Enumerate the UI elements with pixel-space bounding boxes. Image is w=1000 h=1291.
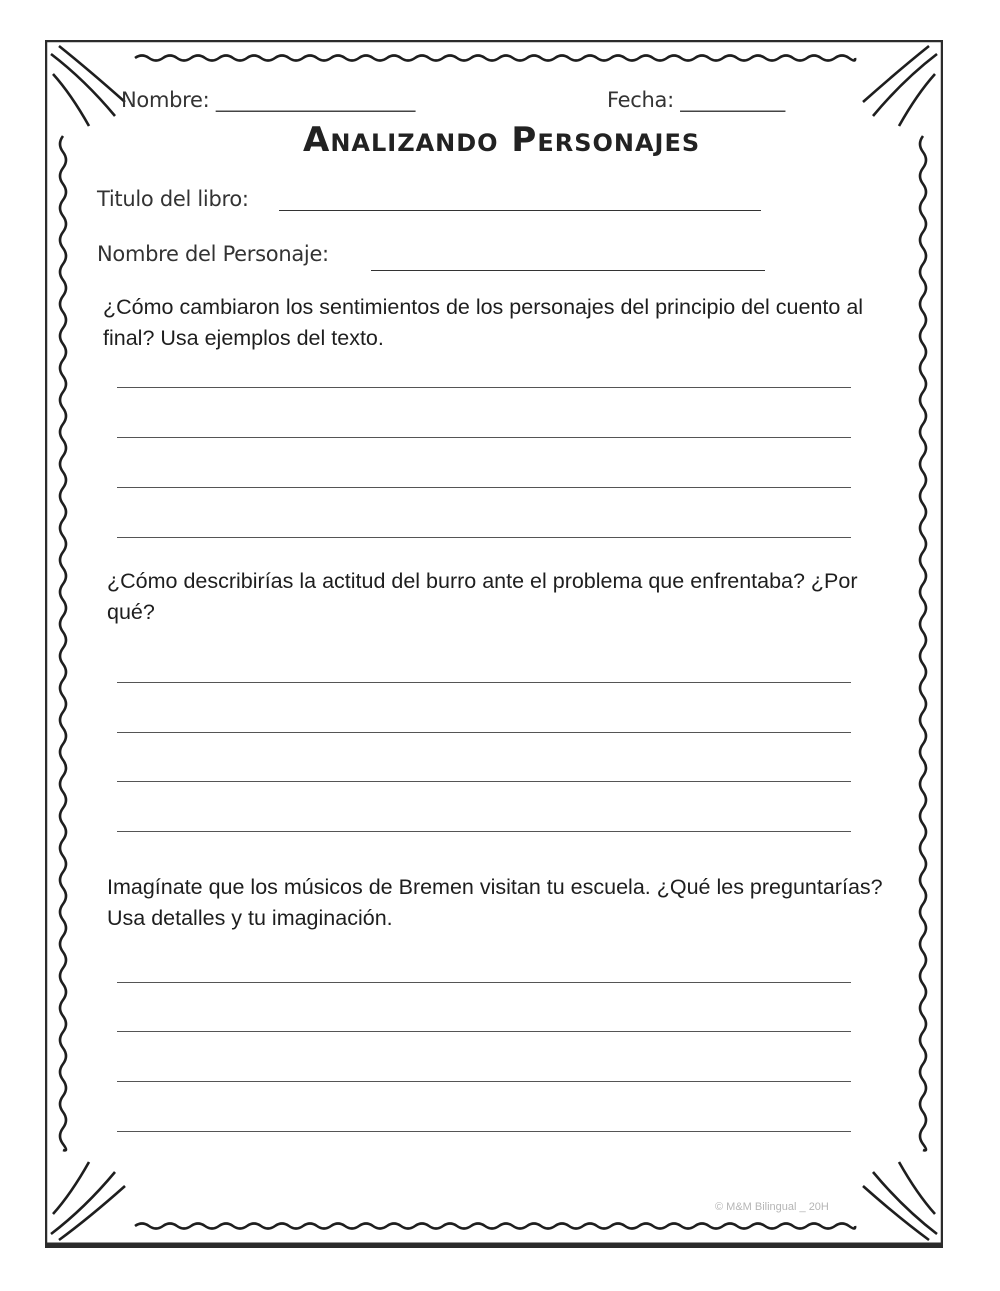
answer-line[interactable] <box>117 537 851 538</box>
name-field[interactable] <box>121 88 415 112</box>
answer-line[interactable] <box>117 982 851 983</box>
answer-line[interactable] <box>117 387 851 388</box>
question-1: ¿Cómo cambiaron los sentimientos de los personajes del principio del cuento al final? Usa ejemplos del texto. <box>103 295 864 350</box>
date-blank[interactable]: __________ <box>680 88 786 112</box>
wavy-border-top <box>135 56 855 61</box>
corner-flourish-top-right <box>863 46 937 126</box>
character-name-label: Nombre del Personaje: <box>97 242 329 266</box>
copyright-note: © M&M Bilingual _ 20H <box>715 1201 829 1213</box>
corner-flourish-top-left <box>51 46 125 126</box>
answer-line[interactable] <box>117 732 851 733</box>
answer-line[interactable] <box>117 487 851 488</box>
wavy-border-left <box>60 136 66 1150</box>
answer-line[interactable] <box>117 437 851 438</box>
question-2: ¿Cómo describirías la actitud del burro ante el problema que enfrentaba? ¿Por qué? <box>107 569 858 624</box>
answer-line[interactable] <box>117 1081 851 1082</box>
corner-flourish-bottom-right <box>863 1162 937 1240</box>
page-title: Analizando Personajes <box>303 120 701 160</box>
name-label: Nombre: <box>121 88 210 112</box>
wavy-border-bottom <box>135 1224 855 1229</box>
date-field[interactable] <box>607 88 785 112</box>
worksheet-page <box>45 40 943 1248</box>
answer-line[interactable] <box>117 831 851 832</box>
book-title-label: Titulo del libro: <box>97 187 249 211</box>
name-blank[interactable]: ___________________ <box>215 88 416 112</box>
answer-line[interactable] <box>117 682 851 683</box>
book-title-line[interactable] <box>279 210 761 211</box>
wavy-border-right <box>920 136 926 1150</box>
answer-line[interactable] <box>117 1031 851 1032</box>
answer-line[interactable] <box>117 781 851 782</box>
decorative-border <box>45 40 943 1248</box>
outer-frame <box>46 41 942 1247</box>
corner-flourish-bottom-left <box>51 1162 125 1240</box>
answer-line[interactable] <box>117 1131 851 1132</box>
character-name-line[interactable] <box>371 270 765 271</box>
question-3: Imagínate que los músicos de Bremen visitan tu escuela. ¿Qué les preguntarías? Usa detalles y tu imaginación. <box>107 875 883 930</box>
date-label: Fecha: <box>607 88 674 112</box>
